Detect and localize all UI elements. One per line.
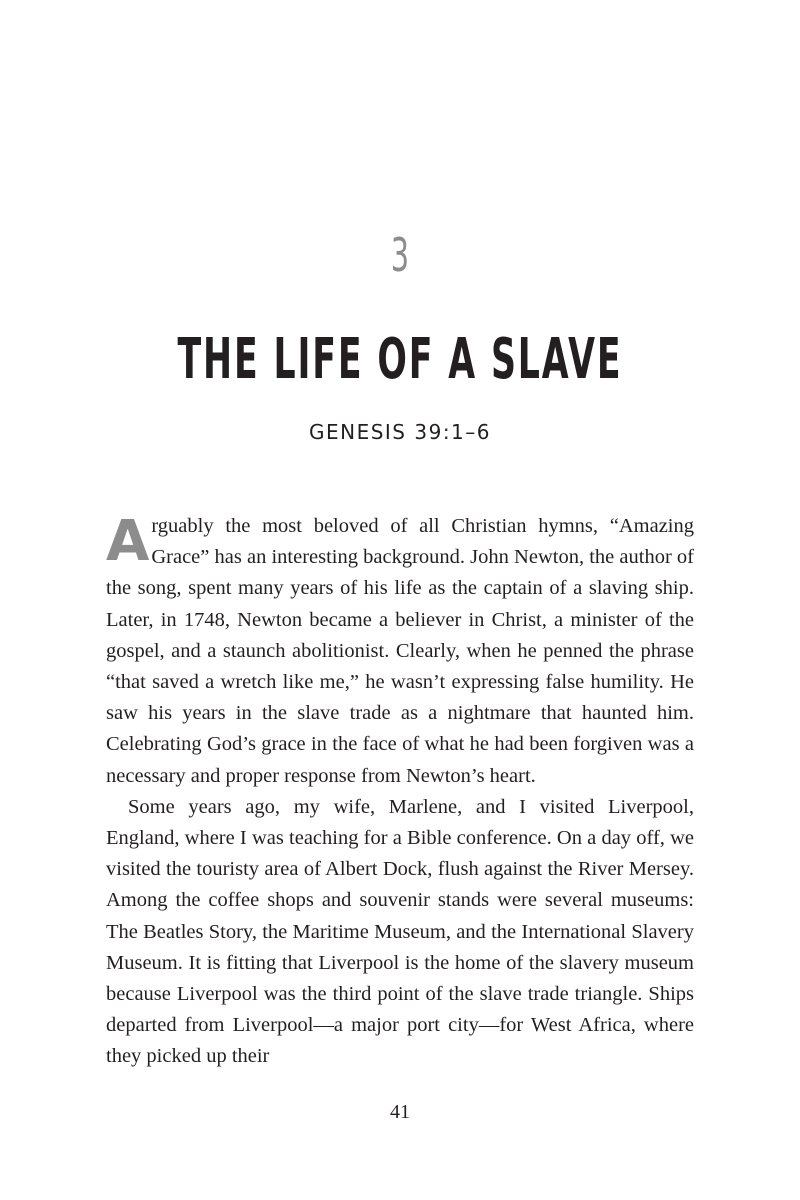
paragraph-2: Some years ago, my wife, Marlene, and I visited Liverpool, England, where I was teaching for a Bible conference. On a day off, we visited the touristy area of Albert Dock, flush against the River Mersey. Among the coffee shops and souvenir stands were several museums: The Beatles Story, the Maritime Museum, and the International Slavery Museum. It is fitting that Liverpool is the home of the slavery museum because Liverpool was the third point of the slave trade triangle. Ships departed from Liverpool—a major port city—for West Africa, where they picked up their — [106, 795, 694, 1068]
chapter-number: 3 — [390, 228, 410, 282]
chapter-title: THE LIFE OF A SLAVE — [177, 327, 623, 392]
body-text — [106, 511, 694, 1073]
scripture-reference: GENESIS 39:1–6 — [308, 420, 491, 444]
paragraph-1 — [106, 511, 694, 792]
drop-cap: A — [106, 509, 150, 574]
paragraph-1-text: rguably the most beloved of all Christian hymns, “Amazing Grace” has an interesting background. John Newton, the author of the song, spent many years of his life as the captain of a slaving ship. Later, in 1748, Newton became a believer in Christ, a minister of the gospel, and a staunch abolitionist. Clearly, when he penned the phrase “that saved a wretch like me,” he wasn’t expressing false humility. He saw his years in the slave trade as a nightmare that haunted him. Celebrating God’s grace in the face of what he had been forgiven was a necessary and proper response from Newton’s heart. — [106, 515, 694, 787]
page-number: 41 — [390, 1101, 410, 1123]
